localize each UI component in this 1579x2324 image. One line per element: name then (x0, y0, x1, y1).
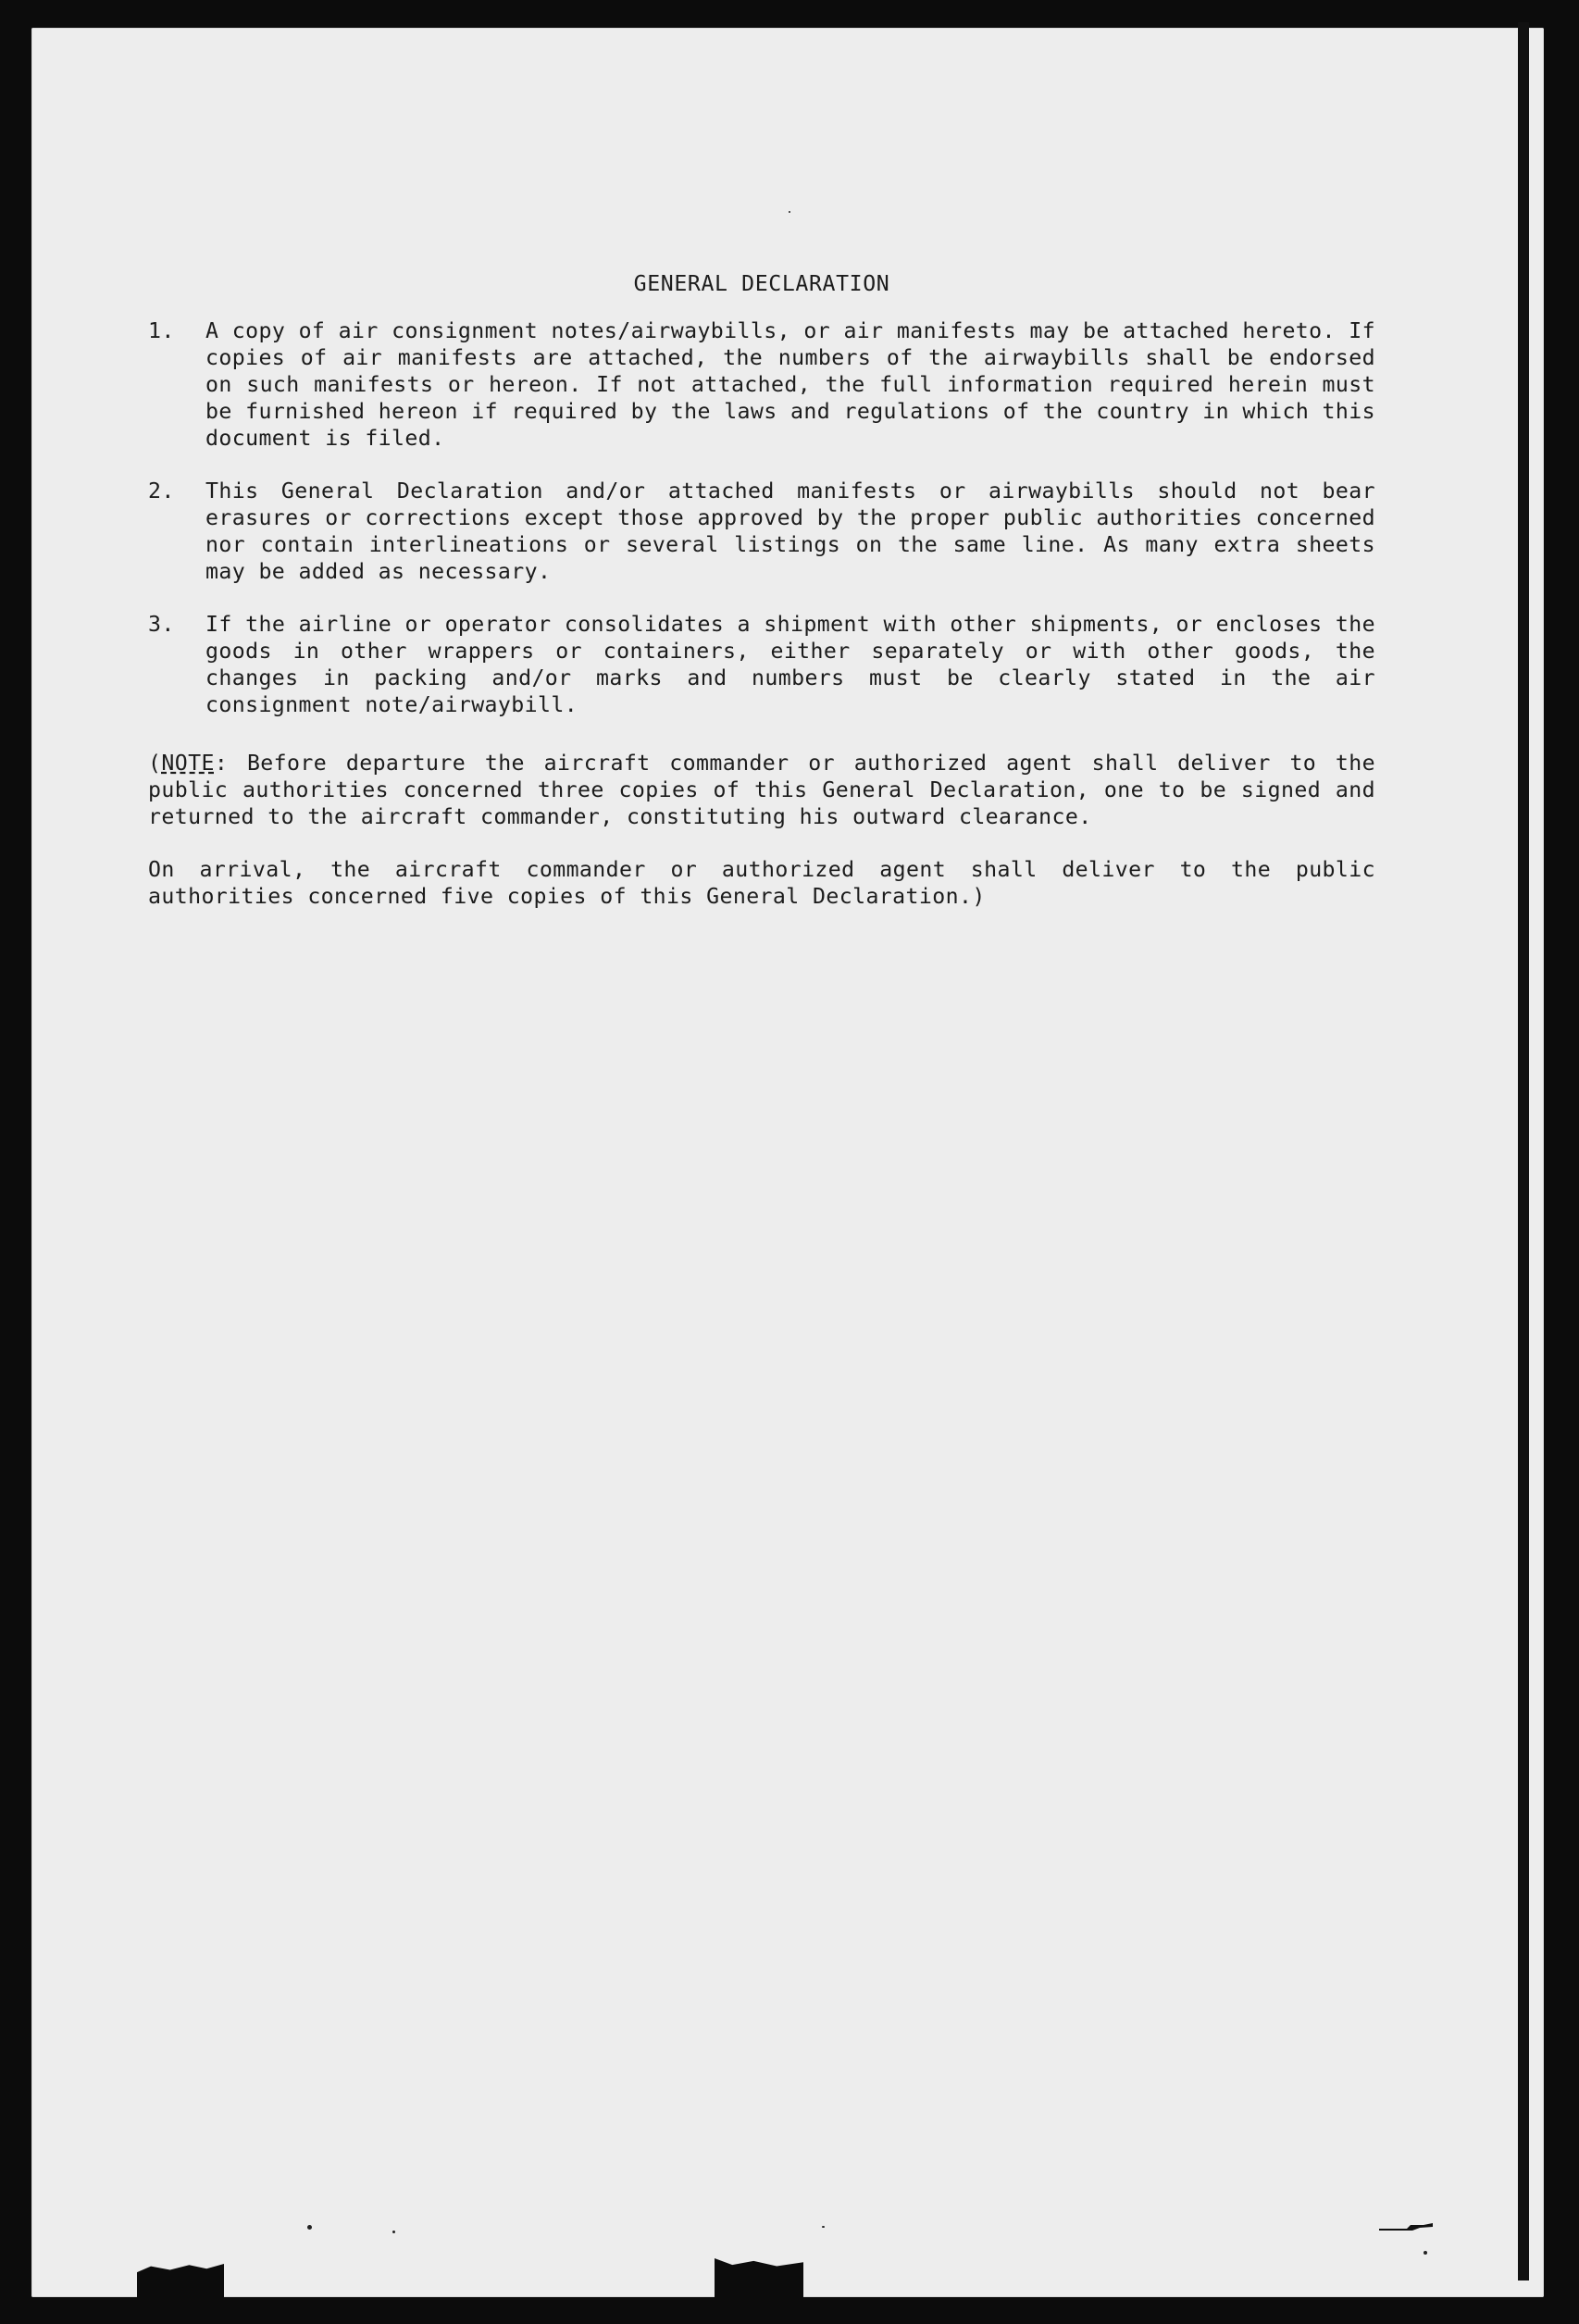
declaration-item-3 (148, 611, 1375, 718)
item-number: 1. (148, 318, 175, 343)
item-text: A copy of air consignment notes/airwaybills, or air manifests may be attached hereto. If copies of air manifests are attached, the numbers of the airwaybills shall be endorsed on such manifests or hereon. If not attached, the full information required herein must be furnished hereon if required by the laws and regulations of the country in which this document is filed. (205, 318, 1375, 451)
declaration-item-2 (148, 478, 1375, 585)
note-colon: : (214, 751, 229, 776)
scan-speck (307, 2225, 312, 2230)
note-text: Before departure the aircraft commander or authorized agent shall deliver to the public authorities concerned three copies of this General Declaration, one to be signed and returned to the aircraft commander, constituting his outward clearance. (148, 751, 1375, 829)
document-body (148, 270, 1375, 910)
item-text: This General Declaration and/or attached manifests or airwaybills should not bear erasures or corrections except those approved by the proper public authorities concerned nor contain interlineations or several listings on the same line. As many extra sheets may be added as necessary. (205, 478, 1375, 584)
item-number: 3. (148, 612, 175, 637)
page-corner-mark (1379, 2221, 1435, 2234)
scan-speck (392, 2231, 395, 2233)
scan-speck (822, 2226, 825, 2228)
scan-speck (789, 211, 790, 213)
document-title: GENERAL DECLARATION (633, 271, 890, 296)
note-open-paren: ( (148, 751, 162, 776)
arrival-paragraph: On arrival, the aircraft commander or authorized agent shall deliver to the public authorities concerned five copies of this General Declaration.) (148, 857, 1375, 909)
page-edge-shadow (1518, 22, 1529, 2281)
scan-speck (1424, 2251, 1427, 2255)
binder-tab-left (137, 2264, 224, 2324)
binder-tab-middle (715, 2258, 803, 2324)
declaration-item-1 (148, 317, 1375, 452)
item-number: 2. (148, 478, 175, 503)
item-text: If the airline or operator consolidates a shipment with other shipments, or encloses the goods in other wrappers or containers, either separately or with other goods, the changes in packing and/or marks and numbers must be clearly stated in the air consignment note/airwaybill. (205, 612, 1375, 717)
note-label: NOTE (161, 751, 215, 776)
note-paragraph (148, 750, 1375, 830)
